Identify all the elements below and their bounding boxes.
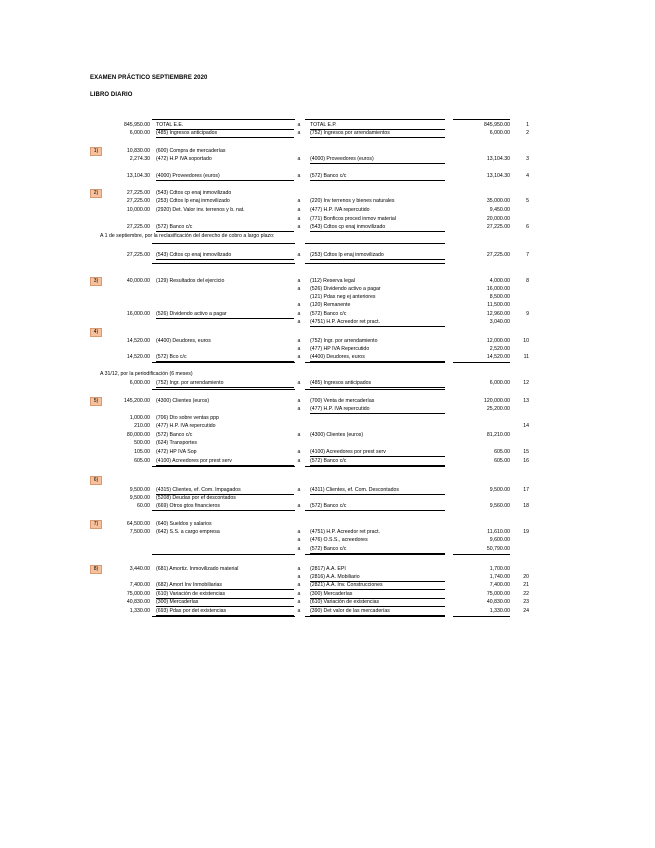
credit-account: (477) HP IVA Repercutido xyxy=(310,346,370,352)
credit-account: (4100) Acreedores por prest serv xyxy=(310,448,445,457)
debit-amount: 1,000.00 xyxy=(129,415,150,421)
a-separator: a xyxy=(297,582,301,588)
debit-account: (572) Banco c/c xyxy=(156,432,193,438)
entry-line-number: 3 xyxy=(526,156,529,162)
total-rule xyxy=(152,243,295,244)
a-separator: a xyxy=(297,216,301,222)
a-separator: a xyxy=(297,591,301,597)
total-rule xyxy=(152,362,295,363)
debit-account: (477) H.P. IVA repercutido xyxy=(156,423,216,429)
debit-amount: 105.00 xyxy=(134,449,150,455)
credit-account: (572) Banco c/c xyxy=(310,503,347,509)
credit-amount: 12,960.00 xyxy=(486,311,510,317)
debit-account: (706) Dto sobre ventas ppp xyxy=(156,415,219,421)
credit-amount: 6,000.00 xyxy=(489,130,510,136)
journal-row xyxy=(0,301,655,310)
total-rule xyxy=(152,616,295,617)
credit-account: (4751) H.P. Acreedor ret pract. xyxy=(310,529,380,535)
entry-line-number: 18 xyxy=(523,503,529,509)
credit-account: (4400) Deudores, euros xyxy=(310,353,445,362)
credit-amount: 120,000.00 xyxy=(484,398,510,404)
credit-account: (572) Banco c/c xyxy=(310,457,445,466)
credit-account: (390) Det valor de las mercaderías xyxy=(310,607,445,616)
credit-amount: 9,450.00 xyxy=(489,207,510,213)
entry-line-number: 16 xyxy=(523,458,529,464)
credit-amount: 40,830.00 xyxy=(486,599,510,605)
journal-row xyxy=(0,457,655,466)
entry-number-badge: 2) xyxy=(90,189,102,198)
debit-amount: 6,000.00 xyxy=(129,130,150,136)
credit-amount: 9,600.00 xyxy=(489,537,510,543)
a-separator: a xyxy=(297,487,301,493)
credit-amount: 11,610.00 xyxy=(487,529,510,535)
entry-number-badge: 7) xyxy=(90,520,102,529)
credit-account: (4311) Clientes, ef. Com. Descontados xyxy=(310,486,445,495)
debit-amount: 14,520.00 xyxy=(126,354,150,360)
debit-amount: 14,520.00 xyxy=(126,338,150,344)
a-separator: a xyxy=(297,574,301,580)
credit-account: (485) Ingresos anticipados xyxy=(310,379,445,388)
journal-row xyxy=(0,581,655,590)
entry-line-number: 22 xyxy=(523,591,529,597)
debit-amount: 80,000.00 xyxy=(126,432,150,438)
debit-amount: 27,225.00 xyxy=(126,190,150,196)
a-separator: a xyxy=(297,338,301,344)
a-separator: a xyxy=(297,346,301,352)
debit-amount: 9,500.00 xyxy=(129,487,150,493)
journal-note: A 31/12, por la periodificación (6 meses) xyxy=(100,371,193,377)
journal-row xyxy=(0,172,655,181)
a-separator: a xyxy=(297,173,301,179)
a-separator: a xyxy=(297,156,301,162)
entry-number-badge: 1) xyxy=(90,147,102,156)
debit-account: (4300) Clientes (euros) xyxy=(156,398,210,404)
a-separator: a xyxy=(297,398,301,404)
credit-amount: 75,000.00 xyxy=(486,591,510,597)
credit-account: (253) Cdtos lp enaj inmovilizado xyxy=(310,251,445,260)
journal-row xyxy=(0,448,655,457)
a-separator: a xyxy=(297,529,301,535)
credit-account: (220) Inv terrenos y bienes naturales xyxy=(310,198,395,204)
debit-account: TOTAL E.E. xyxy=(156,121,294,130)
credit-amount: 6,000.00 xyxy=(489,380,510,386)
debit-amount: 7,400.00 xyxy=(129,582,150,588)
a-separator: a xyxy=(297,198,301,204)
credit-account: (572) Banco c/c xyxy=(310,311,347,317)
credit-account: (120) Remanente xyxy=(310,302,351,308)
entry-number-badge: 5) xyxy=(90,397,102,406)
debit-account: (5208) Deudas por ef descontados xyxy=(156,495,236,501)
credit-amount: 27,225.00 xyxy=(486,224,510,230)
entry-line-number: 4 xyxy=(526,173,529,179)
debit-amount: 9,500.00 xyxy=(129,495,150,501)
debit-account: (682) Amort Inv Inmobiliarias xyxy=(156,581,294,590)
credit-amount: 25,200.00 xyxy=(486,406,510,412)
total-rule xyxy=(305,510,445,511)
credit-account: (477) H.P. IVA repercutido xyxy=(310,207,370,213)
journal-row xyxy=(0,206,655,215)
total-rule xyxy=(305,243,445,244)
entry-line-number: 6 xyxy=(526,224,529,230)
credit-amount: 9,560.00 xyxy=(489,503,510,509)
credit-account: (572) Banco c/c xyxy=(310,545,445,554)
debit-account: (300) Mercaderías xyxy=(156,598,294,607)
journal-row xyxy=(0,251,655,260)
credit-amount: 13,104.30 xyxy=(486,173,510,179)
debit-account: (129) Resultados del ejercicio xyxy=(156,278,225,284)
entry-number-badge: 4) xyxy=(90,328,102,337)
total-rule xyxy=(305,119,445,120)
a-separator: a xyxy=(297,130,301,136)
total-rule xyxy=(305,616,445,617)
a-separator: a xyxy=(297,354,301,360)
credit-account: (2821) A.A. Inv. Construcciones xyxy=(310,581,445,590)
entry-line-number: 15 xyxy=(523,449,529,455)
total-rule xyxy=(152,389,295,390)
credit-amount: 1,330.00 xyxy=(489,608,510,614)
entry-number-badge: 6) xyxy=(90,476,102,485)
journal-row xyxy=(0,405,655,414)
journal-row xyxy=(0,545,655,554)
entry-line-number: 23 xyxy=(523,599,529,605)
credit-amount: 27,225.00 xyxy=(486,252,510,258)
credit-account: TOTAL E.P. xyxy=(310,121,445,130)
journal-row xyxy=(0,232,655,241)
credit-account: (4300) Clientes (euros) xyxy=(310,432,364,438)
document-title: EXAMEN PRÁCTICO SEPTIEMBRE 2020 xyxy=(90,75,208,81)
debit-amount: 40,830.00 xyxy=(126,599,150,605)
entry-line-number: 9 xyxy=(526,311,529,317)
entry-line-number: 10 xyxy=(523,338,529,344)
journal-row xyxy=(0,379,655,388)
credit-amount: 605.00 xyxy=(494,458,510,464)
credit-amount: 1,740.00 xyxy=(489,574,510,580)
debit-amount: 6,000.00 xyxy=(129,380,150,386)
journal-row xyxy=(0,422,655,431)
journal-row xyxy=(0,223,655,232)
debit-amount: 13,104.30 xyxy=(126,173,150,179)
a-separator: a xyxy=(297,286,301,292)
a-separator: a xyxy=(297,302,301,308)
a-separator: a xyxy=(297,449,301,455)
debit-amount: 7,500.00 xyxy=(129,529,150,535)
credit-account: (752) Ingr. por arrendamiento xyxy=(310,338,378,344)
a-separator: a xyxy=(297,546,301,552)
total-rule xyxy=(453,554,510,555)
total-rule xyxy=(152,119,295,120)
debit-amount: 3,440.00 xyxy=(129,566,150,572)
entry-line-number: 7 xyxy=(526,252,529,258)
credit-account: (2816) A.A. Mobiliario xyxy=(310,573,445,582)
entry-line-number: 11 xyxy=(523,354,529,360)
journal-row xyxy=(0,370,655,379)
debit-account: (543) Cdtos cp enaj inmovilizado xyxy=(156,190,232,196)
total-rule xyxy=(453,616,510,617)
debit-account: (472) H.P IVA soportado xyxy=(156,156,212,162)
credit-account: (476) O.S.S., acreedores xyxy=(310,537,368,543)
journal-row xyxy=(0,129,655,138)
journal-row xyxy=(0,155,655,164)
total-rule xyxy=(305,362,445,363)
entry-number-badge: 8) xyxy=(90,565,102,574)
debit-account: (4400) Deudores, euros xyxy=(156,338,211,344)
debit-account: (526) Dividendo activo a pagar xyxy=(156,310,294,319)
total-rule xyxy=(152,554,295,555)
credit-account: (526) Dividendo activo a pagar xyxy=(310,286,381,292)
credit-account: (300) Mercaderías xyxy=(310,590,445,599)
entry-line-number: 1 xyxy=(526,122,529,128)
entry-line-number: 21 xyxy=(523,582,529,588)
a-separator: a xyxy=(297,278,301,284)
credit-amount: 1,700.00 xyxy=(489,566,510,572)
debit-amount: 605.00 xyxy=(134,458,150,464)
credit-amount: 20,000.00 xyxy=(486,216,510,222)
debit-account: (610) Variación de existencias xyxy=(156,590,294,599)
total-rule xyxy=(305,554,445,555)
credit-amount: 8,500.00 xyxy=(489,294,510,300)
credit-amount: 845,950.00 xyxy=(484,122,510,128)
debit-account: (253) Cdtos lp enaj inmovilizado xyxy=(156,198,230,204)
entry-number-badge: 3) xyxy=(90,277,102,286)
debit-amount: 845,950.00 xyxy=(124,122,150,128)
debit-amount: 145,200.00 xyxy=(124,398,150,404)
debit-amount: 10,000.00 xyxy=(126,207,150,213)
debit-account: (600) Compra de mercaderías xyxy=(156,148,226,154)
entry-line-number: 24 xyxy=(523,608,529,614)
a-separator: a xyxy=(297,537,301,543)
debit-amount: 1,330.00 xyxy=(129,608,150,614)
debit-amount: 500.00 xyxy=(134,440,150,446)
total-rule xyxy=(305,263,445,264)
debit-amount: 64,500.00 xyxy=(126,521,150,527)
debit-amount: 16,000.00 xyxy=(126,311,150,317)
total-rule xyxy=(305,389,445,390)
journal-note: A 1 de septiembre, por la reclasificación del derecho de cobro a largo plazo: xyxy=(100,233,275,239)
total-rule xyxy=(453,362,510,363)
entry-line-number: 5 xyxy=(526,198,529,204)
a-separator: a xyxy=(297,432,301,438)
a-separator: a xyxy=(297,599,301,605)
debit-amount: 2,274.30 xyxy=(129,156,150,162)
total-rule xyxy=(152,466,295,467)
debit-amount: 27,225.00 xyxy=(126,198,150,204)
journal-row xyxy=(0,476,655,485)
debit-account: (624) Transportes xyxy=(156,440,197,446)
credit-amount: 12,000.00 xyxy=(486,338,510,344)
credit-amount: 50,790.00 xyxy=(486,546,510,552)
a-separator: a xyxy=(297,503,301,509)
total-rule xyxy=(152,510,295,511)
a-separator: a xyxy=(297,311,301,317)
debit-amount: 210.00 xyxy=(134,423,150,429)
a-separator: a xyxy=(297,566,301,572)
credit-amount: 3,040.00 xyxy=(489,319,510,325)
credit-amount: 9,500.00 xyxy=(489,487,510,493)
entry-line-number: 14 xyxy=(523,423,529,429)
entry-line-number: 12 xyxy=(523,380,529,386)
journal-row xyxy=(0,197,655,206)
entry-line-number: 20 xyxy=(523,574,529,580)
debit-account: (681) Amortiz. Inmovilizado material xyxy=(156,566,239,572)
journal-row xyxy=(0,607,655,616)
entry-line-number: 8 xyxy=(526,278,529,284)
debit-account: (4100) Acreedores por prest serv xyxy=(156,457,294,466)
credit-amount: 4,000.00 xyxy=(489,278,510,284)
debit-account: (4315) Clientes, ef. Com. Impagados xyxy=(156,486,294,495)
a-separator: a xyxy=(297,122,301,128)
debit-account: (640) Sueldos y salarios xyxy=(156,521,212,527)
credit-account: (771) Bonficos proced inmov material xyxy=(310,216,396,222)
credit-amount: 7,400.00 xyxy=(489,582,510,588)
entry-line-number: 2 xyxy=(526,130,529,136)
credit-account: (121) Pdas neg ej anteriores xyxy=(310,294,376,300)
debit-account: (572) Banco c/c xyxy=(156,223,294,232)
document-subtitle: LIBRO DIARIO xyxy=(90,92,133,98)
credit-account: (2817) A.A. EPI xyxy=(310,566,346,572)
credit-account: (572) Banco c/c xyxy=(310,172,445,181)
credit-amount: 81,210.00 xyxy=(486,432,510,438)
total-rule xyxy=(453,119,510,120)
debit-amount: 60.00 xyxy=(137,503,150,509)
debit-account: (2920) Det. Valor inv. terrenos y b. nat. xyxy=(156,207,245,213)
journal-row xyxy=(0,536,655,545)
a-separator: a xyxy=(297,406,301,412)
credit-amount: 2,520.00 xyxy=(489,346,510,352)
credit-account: (4751) H.P. Acreedor ret pract. xyxy=(310,318,445,327)
credit-account: (752) Ingresos por arrendamientos xyxy=(310,129,445,138)
credit-account: (543) Cdtos cp enaj inmovilizado xyxy=(310,223,445,232)
journal-row xyxy=(0,318,655,327)
credit-amount: 605.00 xyxy=(494,449,510,455)
debit-account: (572) Bco c/c xyxy=(156,353,294,362)
credit-account: (477) H.P. IVA repercutido xyxy=(310,405,445,414)
credit-account: (4000) Proveedores (euros) xyxy=(310,155,445,164)
journal-row xyxy=(0,598,655,607)
credit-amount: 11,500.00 xyxy=(487,302,510,308)
debit-account: (4000) Proveedores (euros) xyxy=(156,172,294,181)
debit-amount: 10,830.00 xyxy=(126,148,150,154)
debit-amount: 27,225.00 xyxy=(126,224,150,230)
debit-amount: 27,225.00 xyxy=(126,252,150,258)
journal-row xyxy=(0,439,655,448)
total-rule xyxy=(305,466,445,467)
credit-amount: 13,104.30 xyxy=(486,156,510,162)
debit-account: (543) Cdtos cp enaj inmovilizado xyxy=(156,251,294,260)
a-separator: a xyxy=(297,380,301,386)
journal-row xyxy=(0,353,655,362)
journal-row xyxy=(0,328,655,337)
a-separator: a xyxy=(297,252,301,258)
entry-line-number: 19 xyxy=(523,529,529,535)
entry-line-number: 13 xyxy=(523,398,529,404)
debit-account: (669) Otros gtos financieros xyxy=(156,502,294,511)
credit-amount: 35,000.00 xyxy=(486,198,510,204)
debit-account: (642) S.S. a cargo empresa xyxy=(156,529,220,535)
a-separator: a xyxy=(297,207,301,213)
a-separator: a xyxy=(297,458,301,464)
credit-account: (700) Venta de mercaderías xyxy=(310,398,375,404)
total-rule xyxy=(152,263,295,264)
debit-account: (485) Ingresos anticipados xyxy=(156,129,294,138)
entry-line-number: 17 xyxy=(523,487,529,493)
a-separator: a xyxy=(297,224,301,230)
debit-account: (472) HP IVA Sop xyxy=(156,449,197,455)
credit-account: (112) Reserva legal xyxy=(310,278,355,284)
credit-amount: 14,520.00 xyxy=(486,354,510,360)
debit-account: (693) Pdas por det existencias xyxy=(156,607,294,616)
a-separator: a xyxy=(297,319,301,325)
credit-account: (610) Variación de existencias xyxy=(310,598,445,607)
credit-amount: 16,000.00 xyxy=(486,286,510,292)
debit-amount: 75,000.00 xyxy=(126,591,150,597)
debit-account: (752) Ingr. por arrendamiento xyxy=(156,379,294,388)
debit-amount: 40,000.00 xyxy=(126,278,150,284)
a-separator: a xyxy=(297,608,301,614)
